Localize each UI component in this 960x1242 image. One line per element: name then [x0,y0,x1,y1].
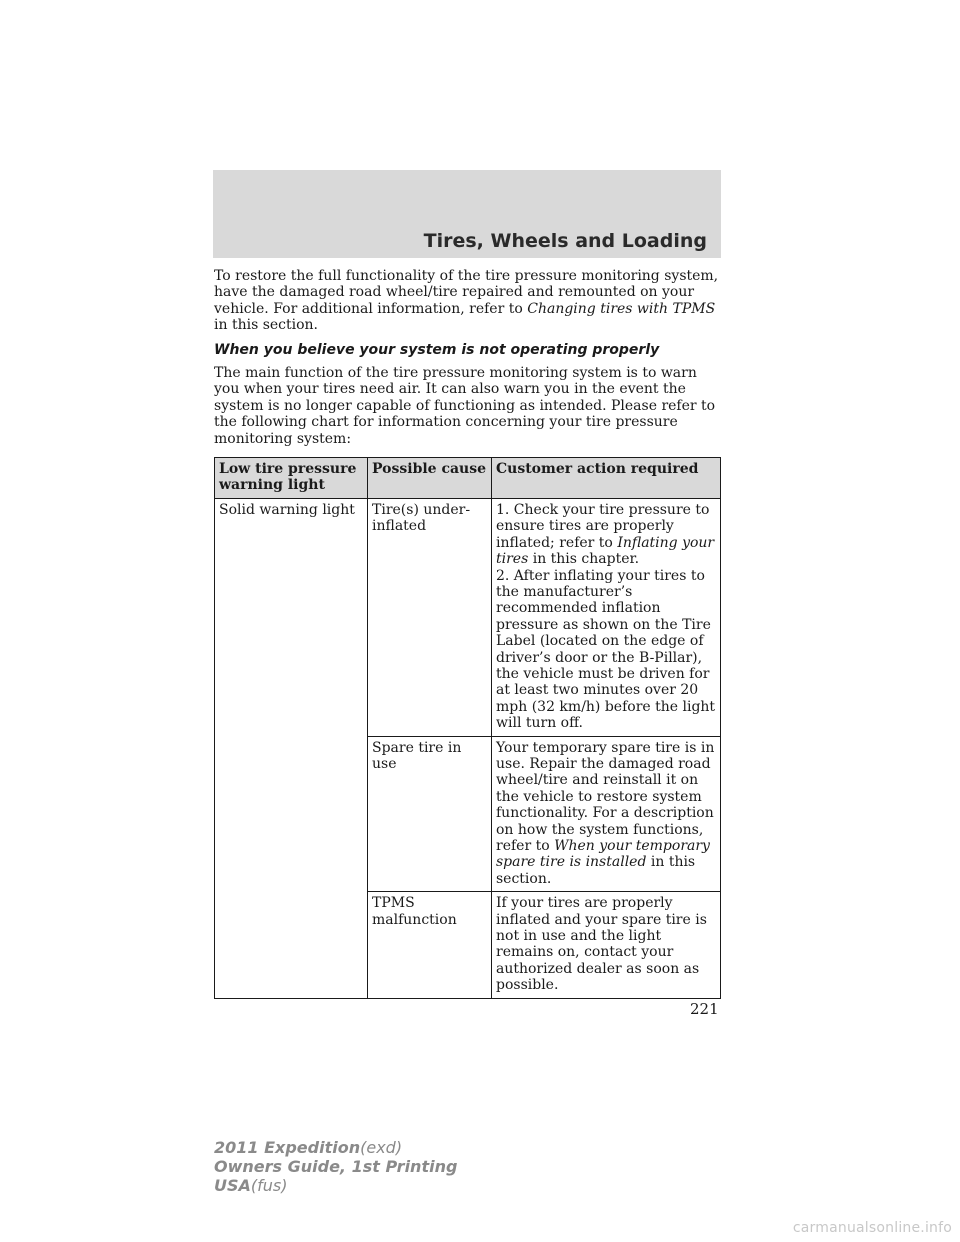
footer-model: 2011 Expedition [214,1138,361,1157]
cause-cell: Spare tire in use [368,736,492,892]
intro-text: To restore the full functionality of the tire pressure monitoring system, have the damaged road wheel/tire repaired and remounted on your vehicle. For additional information, refer to [214,268,719,317]
footer-market-code: (fus) [250,1176,288,1195]
footer-line-3 [214,1176,457,1195]
section-header-band [213,170,721,258]
page-number: 221 [690,1000,719,1018]
intro-reference: Changing tires with TPMS [527,300,716,317]
action-cell [492,736,721,892]
cause-cell: Tire(s) under-inflated [368,498,492,736]
section-heading: When you believe your system is not operating properly [214,341,660,358]
footer-model-code: (exd) [360,1138,403,1157]
action-text: Your temporary spare tire is in use. Repair the damaged road wheel/tire and reinstall it on the vehicle to restore system functionality. For a description on how the system functions, refer to [496,739,715,854]
action-text-2: 2. After inflating your tires to the manufacturer’s recommended inflation pressure as shown on the Tire Label (located on the edge of driver’s door or the B-Pillar), the vehicle must be driven for at least two minutes over 20 mph (32 km/h) before the light will turn off. [496,567,716,732]
action-cell: If your tires are properly inflated and your spare tire is not in use and the light remains on, contact your authorized dealer as soon as possible. [492,892,721,998]
header-customer-action: Customer action required [492,458,721,499]
watermark: carmanualsonline.info [792,1220,952,1236]
intro-tail: in this section. [214,317,319,334]
intro-paragraph [214,268,722,334]
table-row [215,498,721,736]
action-tail: in this section. [496,854,696,887]
footer-market: USA [214,1176,251,1195]
footer-line-1 [214,1138,457,1157]
page-content [214,268,722,999]
section-body: The main function of the tire pressure monitoring system is to warn you when your tires need air. It can also warn you in the event the system is no longer capable of functioning as intended. Please refer to the following chart for information concerning your tire pressure monitoring system: [214,365,716,447]
warning-light-cell: Solid warning light [215,498,368,998]
action-text: 1. Check your tire pressure to ensure tires are properly inflated; refer to [496,501,710,551]
table-header-row [215,458,721,499]
cause-cell: TPMS malfunction [368,892,492,998]
section-title: Tires, Wheels and Loading [423,230,707,252]
action-reference: When your temporary spare tire is installed [496,838,710,871]
footer-guide: Owners Guide, 1st Printing [214,1157,458,1176]
footer-line-2 [214,1157,457,1176]
tpms-table [214,457,721,999]
action-reference: Inflating your tires [496,534,715,568]
action-tail: in this chapter. [528,551,640,568]
header-possible-cause: Possible cause [368,458,492,499]
header-warning-light: Low tire pressure warning light [215,458,368,499]
action-cell [492,498,721,736]
document-footer [214,1138,457,1195]
